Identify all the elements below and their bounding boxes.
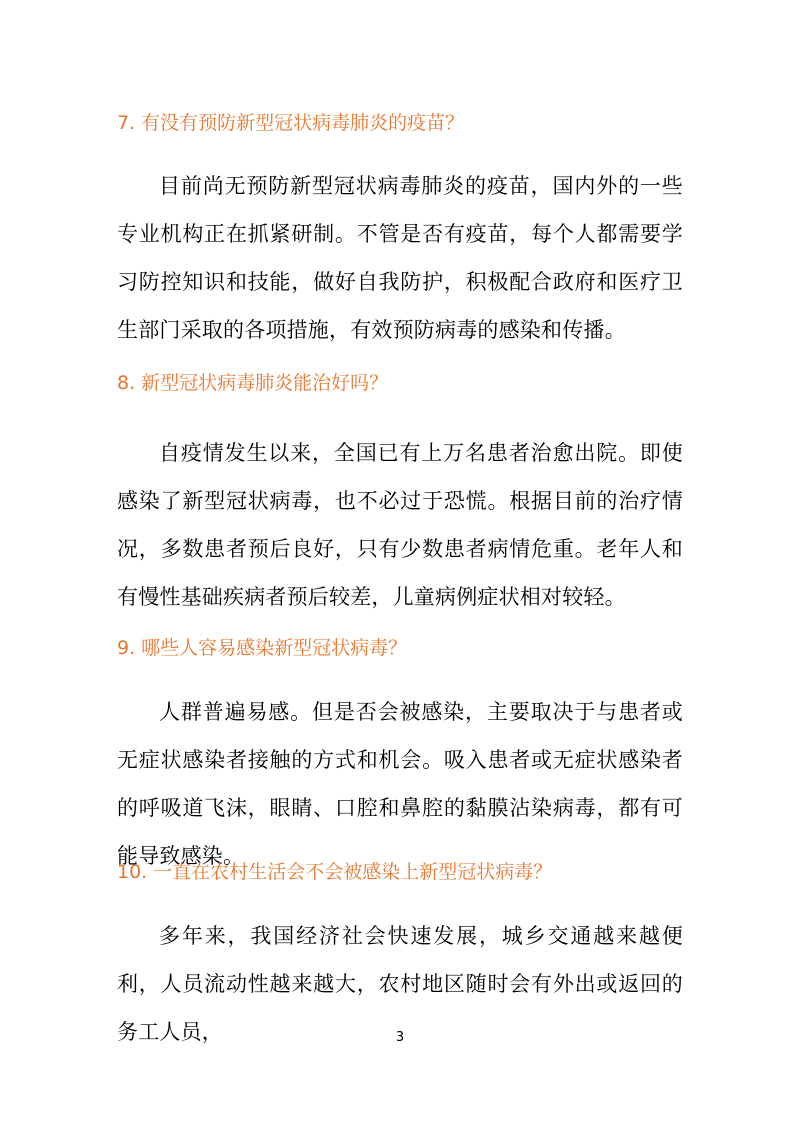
section-heading-10: 10. 一直在农村生活会不会被感染上新型冠状病毒？ xyxy=(117,861,553,883)
section-body-10: 多年来，我国经济社会快速发展，城乡交通越来越便利，人员流动性越来越大，农村地区随时会有外出或返回的务工人员， xyxy=(117,924,683,1044)
section-body-9: 人群普遍易感。但是否会被感染，主要取决于与患者或无症状感染者接触的方式和机会。吸入患者或无症状感染者的呼吸道飞沫，眼睛、口腔和鼻腔的黏膜沾染病毒，都有可能导致感染。 xyxy=(117,700,683,868)
section-body-8: 自疫情发生以来，全国已有上万名患者治愈出院。即使感染了新型冠状病毒，也不必过于恐慌。根据目前的治疗情况，多数患者预后良好，只有少数患者病情危重。老年人和有慢性基础疾病者预后较差，儿童病例症状相对较轻。 xyxy=(117,441,683,609)
section-heading-8: 8. 新型冠状病毒肺炎能治好吗？ xyxy=(117,372,389,394)
section-body-7: 目前尚无预防新型冠状病毒肺炎的疫苗，国内外的一些专业机构正在抓紧研制。不管是否有疫苗，每个人都需要学习防控知识和技能，做好自我防护，积极配合政府和医疗卫生部门采取的各项措施，有效预防病毒的感染和传播。 xyxy=(117,174,683,342)
page-number: 3 xyxy=(395,1030,405,1045)
section-heading-9: 9. 哪些人容易感染新型冠状病毒？ xyxy=(117,637,408,659)
section-heading-7: 7. 有没有预防新型冠状病毒肺炎的疫苗？ xyxy=(117,112,465,134)
